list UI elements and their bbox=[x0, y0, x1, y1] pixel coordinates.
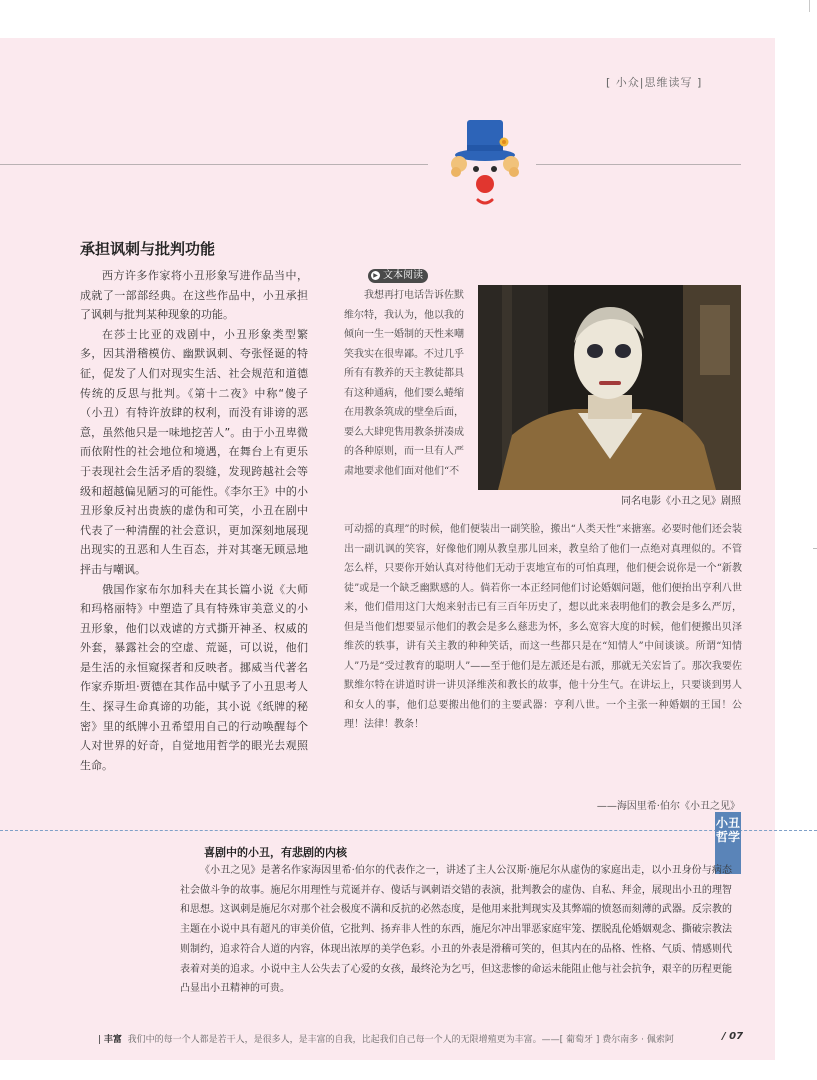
article-paragraph: 俄国作家布尔加科夫在其长篇小说《大师和玛格丽特》中塑造了具有特殊审美意义的小丑形象，他们以戏谑的方式撕开神圣、权威的外套，暴露社会的空虚、荒诞，可以说，他们是生活的永恒窥探者和反映者。挪威当代著名作家乔斯坦·贾德在其作品中赋予了小丑思考人生、探寻生命真谛的功能，其小说《纸牌的秘密》里的纸牌小丑希望用自己的行动唤醒每个人对世界的好奇，自觉地用哲学的眼光去观照生命。 bbox=[80, 582, 308, 772]
column-tag: [ 小众|思维读写 ] bbox=[606, 76, 703, 89]
excerpt-text: 我想再打电话告诉佐默维尔特，我认为，他以我的倾向一生一婚制的天性来嘲笑我实在很卑鄙。不过几乎所有有教养的天主教徒都具有这种通病，他们要么蜷缩在用教条筑成的壁垒后面，要么大肆兜售用教条拼凑成的各种原则，而一旦有人严肃地要求他们面对他们“不 bbox=[344, 290, 464, 477]
page-number: / 07 bbox=[722, 1031, 744, 1042]
section-title: 承担讽刺与批判功能 bbox=[80, 240, 216, 258]
page-margin bbox=[775, 0, 817, 1080]
footer-quote: 我们中的每一个人都是若干人，是很多人，是丰富的自我，比起我们自己每一个人的无限增殖更为丰富。——[ 葡萄牙 ] 费尔南多 · 佩索阿 bbox=[127, 1035, 674, 1045]
sub-section-body bbox=[180, 861, 732, 999]
film-still-image bbox=[478, 285, 741, 490]
excerpt-attribution: ——海因里希·伯尔《小丑之见》 bbox=[596, 801, 740, 812]
sub-section-title: 喜剧中的小丑，有悲剧的内核 bbox=[204, 846, 347, 859]
page-footer: | 丰富 我们中的每一个人都是若干人，是很多人，是丰富的自我，比起我们自己每一个人的无限增殖更为丰富。——[ 葡萄牙 ] 费尔南多 · 佩索阿 bbox=[98, 1035, 674, 1045]
play-icon: ▶ bbox=[371, 271, 380, 280]
reading-excerpt-top bbox=[344, 286, 466, 481]
excerpt-text: 可动摇的真理”的时候，他们便装出一副笑脸，搬出“人类天性”来搪塞。必要时他们还会装出一副讥讽的笑容，好像他们刚从教皇那儿回来，教皇给了他们一点绝对真理似的。不管怎么样，只要你开始认真对待他们无动于衷地宣布的可怕真理，他们便会说你是一个“新教徒”或是一个缺乏幽默感的人。倘若你一本正经同他们讨论婚姻问题，他们便抬出亨利八世来，他们借用这门大炮来射击已有三百年历史了，想以此来表明他们的教会是多么严厉，但是当他们想要显示他们的教会是多么慈悲为怀，多么宽容大度的时候，他们便搬出贝泽维茨的轶事，讲有关主教的种种笑话，而这一些都只是在“知情人”中间谈谈。所谓“知情人”乃是“受过教育的聪明人”——至于他们是左派还是右派，那就无关宏旨了。那次我要佐默维尔特在讲道时讲一讲贝泽维茨和教长的故事，他十分生气。在讲坛上，只要谈到男人和女人的事，他们总要搬出他们的主要武器：亨利八世。一个主张一种婚姻的王国！公理！法律！教条！ bbox=[344, 524, 742, 730]
article-body bbox=[80, 266, 308, 775]
edge-mark bbox=[813, 548, 817, 549]
edge-mark bbox=[809, 0, 810, 12]
article-paragraph: 西方许多作家将小丑形象写进作品当中，成就了一部部经典。在这些作品中，小丑承担了讽刺与批判某种现象的功能。 bbox=[80, 269, 308, 322]
clown-icon bbox=[440, 112, 530, 212]
sub-section-paragraph: 《小丑之见》是著名作家海因里希·伯尔的代表作之一，讲述了主人公汉斯·施尼尔从虚伪的家庭出走，以小丑身份与病态社会做斗争的故事。施尼尔用理性与荒诞并存、傻话与讽刺语交错的表演，批判教会的虚伪、自私、拜金，展现出小丑的理智和思想。这讽刺是施尼尔对那个社会极度不满和反抗的必然态度，是他用来批判现实及其弊端的愤怒而刻薄的武器。反宗教的主题在小说中具有超凡的审美价值，它批判、扬弃非人性的东西，施尼尔冲出罪恶家庭牢笼、摆脱乱伦婚姻观念、撕破宗教法则制约，追求符合人道的内容，体现出浓厚的美学色彩。小丑的外表是滑稽可笑的，但其内在的品格、性格、气质、情感则代表着对美的追求。小说中主人公失去了心爱的女孩，最终沦为乞丐，但这悲惨的命运未能阻止他与社会抗争，艰辛的历程更能凸显出小丑精神的可贵。 bbox=[180, 865, 732, 995]
film-still-illustration bbox=[478, 285, 741, 490]
header-rule-right bbox=[536, 164, 741, 165]
reading-excerpt-bottom bbox=[344, 520, 742, 735]
article-paragraph: 在莎士比亚的戏剧中，小丑形象类型繁多，因其滑稽模仿、幽默讽刺、夸张怪诞的特征，促发了人们对现实生活、社会规范和道德传统的反思与批判。《第十二夜》中称“傻子（小丑）有特许放肆的权利，而没有诽谤的恶意，虽然他只是一味地挖苦人”。由于小丑卑微而依附性的社会地位和境遇，在舞台上有更乐于表现社会生活矛盾的裂缝，发现跨越社会等级和超越偏见陋习的可能性。《李尔王》中的小丑形象反衬出贵族的虚伪和可笑，小丑在剧中代表了一种清醒的社会意识，更加深刻地展现出现实的丑恶和人生百态，并对其毫无顾忌地抨击与嘲讽。 bbox=[80, 327, 308, 576]
reading-badge bbox=[368, 269, 428, 283]
side-tab-line: 小丑 bbox=[715, 816, 740, 830]
reading-badge-label: 文本阅读 bbox=[383, 270, 423, 281]
side-tab-line: 哲学 bbox=[715, 830, 740, 844]
section-divider bbox=[0, 830, 817, 831]
footer-label: 丰富 bbox=[103, 1035, 122, 1045]
photo-caption: 同名电影《小丑之见》剧照 bbox=[621, 496, 741, 507]
header-rule-left bbox=[0, 164, 428, 165]
